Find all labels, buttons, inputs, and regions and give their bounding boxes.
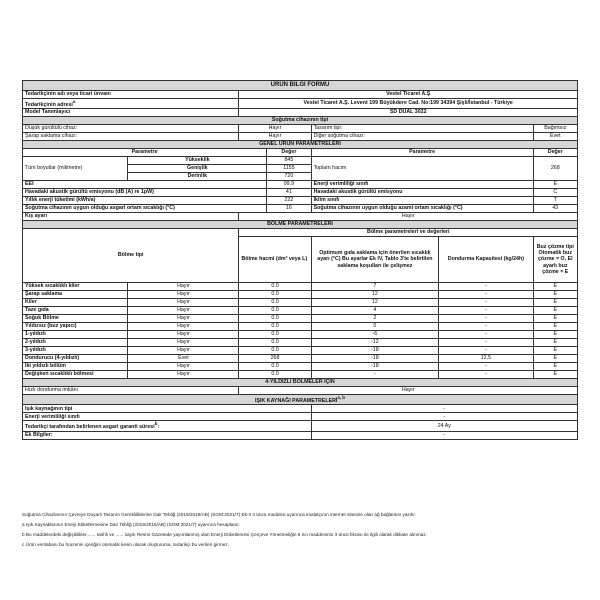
compartment-row (23, 363, 578, 371)
footnote-a: a Işık Kaynaklarının Enerji Etiketlemesine Dair Tebliğ (2019/2015/AB) (SGM:2021/7) uyarınca hesaplanır. (22, 522, 240, 527)
compartment-row (23, 355, 578, 363)
footnotes (22, 512, 578, 552)
general-params-title: GENEL ÜRÜN PARAMETRELERİ (23, 141, 578, 149)
compartment-capacity: - (439, 283, 533, 291)
compartment-row (23, 315, 578, 323)
footnote-b: b Bu maddelerdeki değişiklikler,...... tarihli ve ...... sayılı Resmi Gazetede yayımlanmış olan Enerji Etiketlemesi Çerçeve Yönetmeliğin 6 ncı maddesinin 3 üncü fıkrası ile ilgili olarak dikkate alınmaz. (22, 532, 428, 537)
light-type-label: Işık kaynağının tipi (23, 405, 312, 413)
compartment-defrost: E (533, 307, 577, 315)
compartment-present: Hayır (128, 331, 239, 339)
annual-energy-value: 222 (267, 197, 311, 205)
compartment-temp: 2 (311, 315, 439, 323)
compartment-volume: 0.0 (239, 291, 311, 299)
design-type-label: Tasarım tipi: (311, 125, 533, 133)
compartment-name: Yıldızsız (buz yapıcı) (23, 323, 128, 331)
supplier-address-label (23, 99, 239, 109)
footnote-main: Soğutma Cihazlarının Çevreye Duyarlı Tasarım Gerekliliklerine Dair Tebliğ (2019/2019/AB) (SGM:2021/7) Ek-II 4 üncü maddesi uyarınca imalatçının internet sitesine olan ağ bağlantısı yazılır. (22, 512, 417, 517)
energy-class-label: Enerji verimliliği sınıfı (311, 181, 533, 189)
compartment-defrost: E (533, 299, 577, 307)
compartment-row (23, 331, 578, 339)
compartment-row (23, 299, 578, 307)
compartment-defrost: E (533, 371, 577, 379)
four-star-title: 4-YILDIZLI BÖLMELER İÇİN (23, 379, 578, 387)
compartment-volume: 0.0 (239, 299, 311, 307)
compartment-defrost: E (533, 291, 577, 299)
compartment-capacity: - (439, 315, 533, 323)
compartment-row (23, 339, 578, 347)
general-header-param-left: Parametre (23, 149, 267, 157)
compartment-defrost: E (533, 347, 577, 355)
eei-label: EEI (23, 181, 267, 189)
compartment-volume: 268 (239, 355, 311, 363)
compartment-temp: -12 (311, 339, 439, 347)
dimensions-label: Tüm boyutlar (milimetre) (23, 157, 128, 181)
low-noise-label: Düşük gürültülü cihaz: (23, 125, 239, 133)
other-appliance-label: Diğer soğutma cihazı: (311, 133, 533, 141)
model-label: Model Tanımlayıcı (23, 109, 239, 117)
wine-storage-value: Hayır (239, 133, 311, 141)
compartment-temp: 12 (311, 299, 439, 307)
compartment-temp: 0 (311, 323, 439, 331)
supplier-address-value: Vestel Ticaret A.Ş. Levent 199 Büyükdere Cad. No:199 34394 Şişli/İstanbul - Türkiye (239, 99, 578, 109)
noise-class-label: Havadaki akustik gürültü emisyonu (311, 189, 533, 197)
min-ambient-label: Soğutma cihazının uygun olduğu asgari ortam sıcaklığı (°C) (23, 205, 267, 213)
compartment-present: Hayır (128, 347, 239, 355)
extra-info-label: Ek Bilgiler: (23, 431, 312, 439)
compartment-defrost: E (533, 339, 577, 347)
compartment-type-header: Bölme tipi (23, 229, 239, 283)
noise-db-label: Havadaki akustik gürültü emisyonu (dB (A) re 1pW) (23, 189, 267, 197)
compartment-volume: 0.0 (239, 371, 311, 379)
fast-freeze-label: Hızlı dondurma imkânı (23, 387, 239, 395)
compartment-temp: -18 (311, 347, 439, 355)
compartment-temp: -18 (311, 355, 439, 363)
compartment-temp: 12 (311, 291, 439, 299)
compartment-volume: 0.0 (239, 347, 311, 355)
dimension-name: Genişlik (128, 165, 267, 173)
compartment-defrost: E (533, 323, 577, 331)
compartment-temp: 4 (311, 307, 439, 315)
compartment-name: Yüksek sıcaklıklı kiler (23, 283, 128, 291)
annual-energy-label: Yıllık enerji tüketimi (kWh/a) (23, 197, 267, 205)
dimension-value: 845 (267, 157, 311, 165)
compartment-temp: -6 (311, 331, 439, 339)
light-params-title-text: IŞIK KAYNAĞI PARAMETRELERİ (255, 397, 338, 404)
dimension-value: 720 (267, 173, 311, 181)
compartment-temp-header: Optimum gıda saklama için önerilen sıcaklık ayarı (°C) Bu ayarlar Ek IV, Tablo 3'te belirtilen saklama koşulları ile çelişmez (311, 237, 439, 283)
compartment-present: Hayır (128, 283, 239, 291)
compartment-subtitle: Bölme parametreleri ve değerleri (239, 229, 578, 237)
compartment-row (23, 323, 578, 331)
light-type-value: - (311, 405, 577, 413)
fast-freeze-value: Hayır (239, 387, 578, 395)
compartment-row (23, 347, 578, 355)
compartment-name: Dondurucu (4-yıldızlı) (23, 355, 128, 363)
low-noise-value: Hayır (239, 125, 311, 133)
compartment-params-title: BÖLME PARAMETRELERİ (23, 221, 578, 229)
warranty-label-text: Tedarikçi tarafından belirlenen asgari garanti süresi (25, 424, 155, 431)
compartment-temp: - (311, 371, 439, 379)
compartment-capacity: - (439, 331, 533, 339)
wine-storage-label: Şarap saklama cihazı: (23, 133, 239, 141)
warranty-value: 24 Ay (311, 421, 577, 431)
compartment-volume: 0.0 (239, 339, 311, 347)
supplier-address-label-text: Tedarikçinin adresi (25, 101, 73, 108)
compartment-temp: -18 (311, 363, 439, 371)
energy-class-value: E (533, 181, 577, 189)
compartment-name: İki yıldızlı bölüm (23, 363, 128, 371)
compartment-present: Hayır (128, 371, 239, 379)
compartment-name: Şarap saklama (23, 291, 128, 299)
compartment-present: Hayır (128, 307, 239, 315)
max-ambient-label: Soğutma cihazının uygun olduğu azami ortam sıcaklığı (°C) (311, 205, 533, 213)
winter-setting-value: Hayır (239, 213, 578, 221)
compartment-volume: 0.0 (239, 283, 311, 291)
max-ambient-value: 43 (533, 205, 577, 213)
light-params-footnote: a, b (337, 395, 345, 401)
product-info-form (22, 80, 578, 440)
compartment-row (23, 371, 578, 379)
compartment-defrost-header: Buz çözme tipi Otomatik buz çözme = O, El ayarlı buz çözme = E (533, 237, 577, 283)
compartment-present: Hayır (128, 363, 239, 371)
design-type-value: Bağımsız (533, 125, 577, 133)
compartment-volume: 0.0 (239, 363, 311, 371)
compartment-capacity-header: Dondurma Kapasitesi (kg/24h) (439, 237, 533, 283)
total-volume-label: Toplam hacim (311, 157, 533, 181)
supplier-address-footnote: a (72, 99, 76, 104)
climate-class-label: İklim sınıfı (311, 197, 533, 205)
compartment-capacity: - (439, 299, 533, 307)
compartment-name: 3-yıldızlı (23, 347, 128, 355)
light-energy-class-value: - (311, 413, 577, 421)
compartment-row (23, 307, 578, 315)
form-title: ÜRÜN BİLGİ FORMU (23, 81, 578, 91)
compartment-defrost: E (533, 331, 577, 339)
supplier-name-value: Vestel Ticaret A.Ş (239, 91, 578, 99)
compartment-present: Hayır (128, 299, 239, 307)
total-volume-value: 268 (533, 157, 577, 181)
compartment-capacity: 12,5 (439, 355, 533, 363)
min-ambient-value: 16 (267, 205, 311, 213)
climate-class-value: T (533, 197, 577, 205)
compartment-present: Hayır (128, 291, 239, 299)
compartment-present: Hayır (128, 323, 239, 331)
general-header-value-right: Değer (533, 149, 577, 157)
compartment-defrost: E (533, 355, 577, 363)
compartment-volume: 0.0 (239, 307, 311, 315)
extra-info-value: - (311, 431, 577, 439)
compartment-capacity: - (439, 363, 533, 371)
compartment-present: Evet (128, 355, 239, 363)
winter-setting-label: Kış ayarı (23, 213, 239, 221)
compartment-temp: 7 (311, 283, 439, 291)
compartment-row (23, 283, 578, 291)
noise-db-value: 41 (267, 189, 311, 197)
compartment-capacity: - (439, 339, 533, 347)
dimension-name: Derinlik (128, 173, 267, 181)
compartment-defrost: E (533, 363, 577, 371)
type-section-title: Soğutma cihazının tipi (23, 117, 578, 125)
noise-class-value: C (533, 189, 577, 197)
dimension-value: 1155 (267, 165, 311, 173)
compartment-volume: 0.0 (239, 323, 311, 331)
compartment-name: Kiler (23, 299, 128, 307)
compartment-capacity: - (439, 371, 533, 379)
supplier-name-label: Tedarikçinin adı veya ticari ünvanı (23, 91, 239, 99)
compartment-volume-header: Bölme hacmi (dm³ veya L) (239, 237, 311, 283)
warranty-label: Tedarikçi tarafından belirlenen asgari garanti süresi$^b$: (23, 421, 312, 431)
dimension-name: Yükseklik (128, 157, 267, 165)
compartment-capacity: - (439, 323, 533, 331)
compartment-present: Hayır (128, 315, 239, 323)
product-info-table (22, 80, 578, 440)
compartment-name: Değişken sıcaklıklı bölmesi (23, 371, 128, 379)
compartment-name: 2-yıldızlı (23, 339, 128, 347)
eei-value: 99.9 (267, 181, 311, 189)
compartment-name: Taze gıda (23, 307, 128, 315)
compartment-capacity: - (439, 291, 533, 299)
compartment-rows (23, 283, 578, 379)
compartment-volume: 0.0 (239, 315, 311, 323)
compartment-name: Soğuk Bölme (23, 315, 128, 323)
light-params-title (23, 395, 578, 405)
compartment-defrost: E (533, 315, 577, 323)
general-header-param-right: Parametre (311, 149, 533, 157)
compartment-capacity: - (439, 347, 533, 355)
model-value: SD DUAL 3022 (239, 109, 578, 117)
compartment-capacity: - (439, 307, 533, 315)
compartment-defrost: E (533, 283, 577, 291)
compartment-row (23, 291, 578, 299)
compartment-present: Hayır (128, 339, 239, 347)
light-energy-class-label: Enerji verimliliği sınıfı (23, 413, 312, 421)
general-header-value-left: Değer (267, 149, 311, 157)
warranty-footnote: b (154, 421, 158, 427)
compartment-volume: 0.0 (239, 331, 311, 339)
compartment-name: 1-yıldızlı (23, 331, 128, 339)
other-appliance-value: Evet (533, 133, 577, 141)
footnote-c: c Ürün veritabanı bu hücrenin içeriğini otomatik kesin olarak oluşturursa, tedarikçi bu verileri girmez. (22, 542, 229, 547)
